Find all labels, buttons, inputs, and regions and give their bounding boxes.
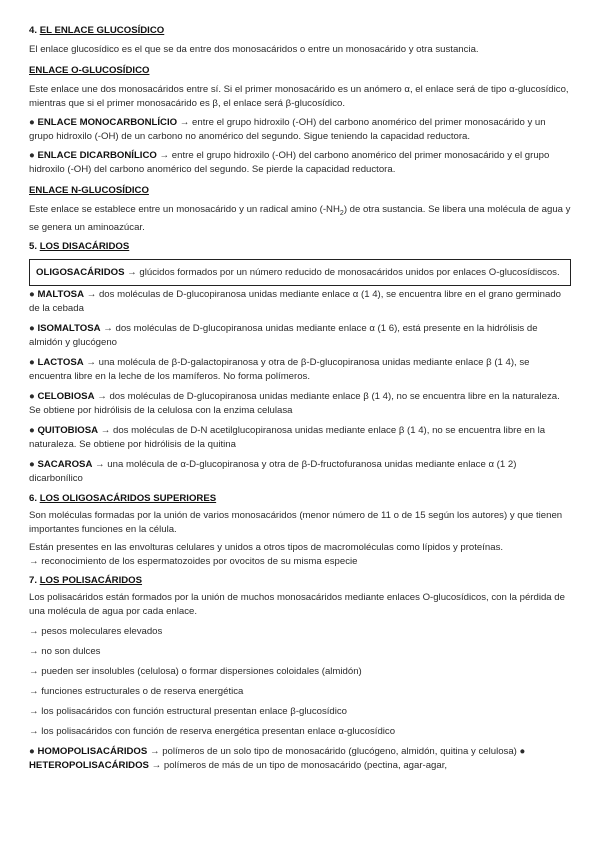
section-6-paragraph-3: → reconocimiento de los espermatozoides por ovocitos de su misma especie xyxy=(29,555,358,567)
oligosaccharides-term: OLIGOSACÁRIDOS xyxy=(36,266,125,278)
disaccharide-celobiosa: ● CELOBIOSA → dos moléculas de D-glucopiranosa unidas mediante enlace β (1 4), no se encuentra libre en la naturaleza. Se obtiene por hidrólisis de la celulosa con la enzima celulasa xyxy=(29,390,560,416)
o-glucosidic-heading: ENLACE O-GLUCOSÍDICO xyxy=(29,65,150,76)
section-4-title: EL ENLACE GLUCOSÍDICO xyxy=(39,25,165,36)
section-7-intro: Los polisacáridos están formados por la unión de muchos monosacáridos mediante enlaces O-glucosídicos, con la pérdida de una molécula de agua por cada enlace. xyxy=(29,591,565,617)
polysaccharide-point: → los polisacáridos con función estructural presentan enlace β-glucosídico xyxy=(29,705,348,717)
oligosaccharides-definition-box xyxy=(29,259,571,286)
dicarbonylic-paragraph: ● ENLACE DICARBONÍLICO → entre el grupo hidroxilo (-OH) del carbono anomérico del primer monosacárido y el grupo hidroxilo (-OH) del carbono anomérico del segundo. Se pierde la capacidad reductora. xyxy=(29,150,550,175)
section-5-heading xyxy=(29,240,571,254)
polysaccharide-point: → pueden ser insolubles (celulosa) o formar dispersiones coloidales (almidón) xyxy=(29,665,362,677)
polysaccharide-point: → pesos moleculares elevados xyxy=(29,625,163,637)
n-glucosidic-heading: ENLACE N-GLUCOSÍDICO xyxy=(29,185,149,196)
homo-hetero-paragraph: ● HOMOPOLISACÁRIDOS → polímeros de un solo tipo de monosacárido (glucógeno, almidón, quitina y celulosa) ● HETEROPOLISACÁRIDOS → polímeros de más de un tipo de monosacárido (pectina, agar-agar, xyxy=(29,745,526,771)
section-6-number: 6. xyxy=(29,492,38,504)
homopolysaccharides-term: HOMOPOLISACÁRIDOS xyxy=(37,745,148,757)
section-6-heading xyxy=(29,492,571,506)
section-6-paragraph-1: Son moléculas formadas por la unión de varios monosacáridos (menor número de 11 o de 15 según los autores) y que tienen importantes funciones en la célula. xyxy=(29,509,563,535)
section-5-title: LOS DISACÁRIDOS xyxy=(39,240,130,252)
polysaccharide-point: → los polisacáridos con función de reserva energética presentan enlace α-glucosídico xyxy=(29,725,396,737)
section-7-title: LOS POLISACÁRIDOS xyxy=(39,574,143,586)
subscript-2: 2 xyxy=(339,209,344,217)
monocarbonylic-text: → entre el grupo hidroxilo (-OH) del carbono anomérico del primer monosacárido y un grupo hidroxilo (-OH) de un carbono no anomérico del segundo. Sigue teniendo la capacidad reductora. xyxy=(29,117,546,142)
disaccharide-isomaltosa: ● ISOMALTOSA → dos moléculas de D-glucopiranosa unidas mediante enlace α (1 6), está presente en la hidrólisis de almidón y glucógeno xyxy=(29,322,538,348)
disaccharide-lactosa: ● LACTOSA → una molécula de β-D-galactopiranosa y otra de β-D-glucopiranosa unidas mediante enlace β (1 4), se encuentra libre en la leche de los mamíferos. No forma polímeros. xyxy=(29,356,530,382)
oligosaccharides-text: → glúcidos formados por un número reducido de monosacáridos unidos por enlaces O-glucosídiscos. xyxy=(127,266,560,278)
disaccharide-quitobiosa: ● QUITOBIOSA → dos moléculas de D-N acetilglucopiranosa unidas mediante enlace β (1 4), no se encuentra libre en la naturaleza. Se obtiene por hidrólisis de la quitina xyxy=(29,424,546,450)
disaccharide-maltosa: ● MALTOSA → dos moléculas de D-glucopiranosa unidas mediante enlace α (1 4), se encuentra libre en el grano germinado de la cebada xyxy=(29,288,562,314)
o-glucosidic-text: Este enlace une dos monosacáridos entre sí. Si el primer monosacárido es un anómero α, el enlace será de tipo α-glucosídico, mientras que si el primer monosacárido es β, el enlace será β-glucosídico. xyxy=(29,84,569,109)
section-4-number: 4. xyxy=(29,25,38,36)
dicarbonylic-term: ENLACE DICARBONÍLICO xyxy=(37,150,157,161)
heteropolysaccharides-text: → polímeros de más de un tipo de monosacárido (pectina, agar-agar, xyxy=(151,759,448,771)
monocarbonylic-paragraph: ● ENLACE MONOCARBONLÍCIO → entre el grupo hidroxilo (-OH) del carbono anomérico del primer monosacárido y un grupo hidroxilo (-OH) de un carbono no anomérico del segundo. Sigue teniendo la capacidad reductora. xyxy=(29,117,546,142)
section-4-heading xyxy=(29,24,571,38)
section-6-title: LOS OLIGOSACÁRIDOS SUPERIORES xyxy=(39,492,217,504)
monocarbonylic-term: ENLACE MONOCARBONLÍCIO xyxy=(37,117,178,128)
section-5-number: 5. xyxy=(29,240,38,252)
section-4-intro: El enlace glucosídico es el que se da entre dos monosacáridos o entre un monosacárido y otra sustancia. xyxy=(29,44,479,55)
section-7-number: 7. xyxy=(29,574,38,586)
section-7-heading xyxy=(29,574,571,588)
heteropolysaccharides-term: HETEROPOLISACÁRIDOS xyxy=(29,759,149,771)
homopolysaccharides-text: → polímeros de un solo tipo de monosacárido (glucógeno, almidón, quitina y celulosa) xyxy=(149,745,517,757)
polysaccharide-point: → no son dulces xyxy=(29,645,101,657)
n-glucosidic-text: Este enlace se establece entre un monosacárido y un radical amino $(-NH_2)$ de otra sustancia. Se libera una molécula de agua y se genera un aminoazúcar. xyxy=(29,204,571,233)
polysaccharide-point: → funciones estructurales o de reserva energética xyxy=(29,685,244,697)
section-6-paragraph-2: Están presentes en las envolturas celulares y unidos a otros tipos de macromoléculas como lípidos y proteínas. xyxy=(29,541,504,553)
dicarbonylic-text: → entre el grupo hidroxilo (-OH) del carbono anomérico del primer monosacárido y el grupo hidroxilo (-OH) del carbono anomérico del segundo. Se pierde la capacidad reductora. xyxy=(29,150,550,175)
disaccharide-sacarosa: ● SACAROSA → una molécula de α-D-glucopiranosa y otra de β-D-fructofuranosa unidas mediante enlace α (1 2) dicarbonílico xyxy=(29,458,517,484)
